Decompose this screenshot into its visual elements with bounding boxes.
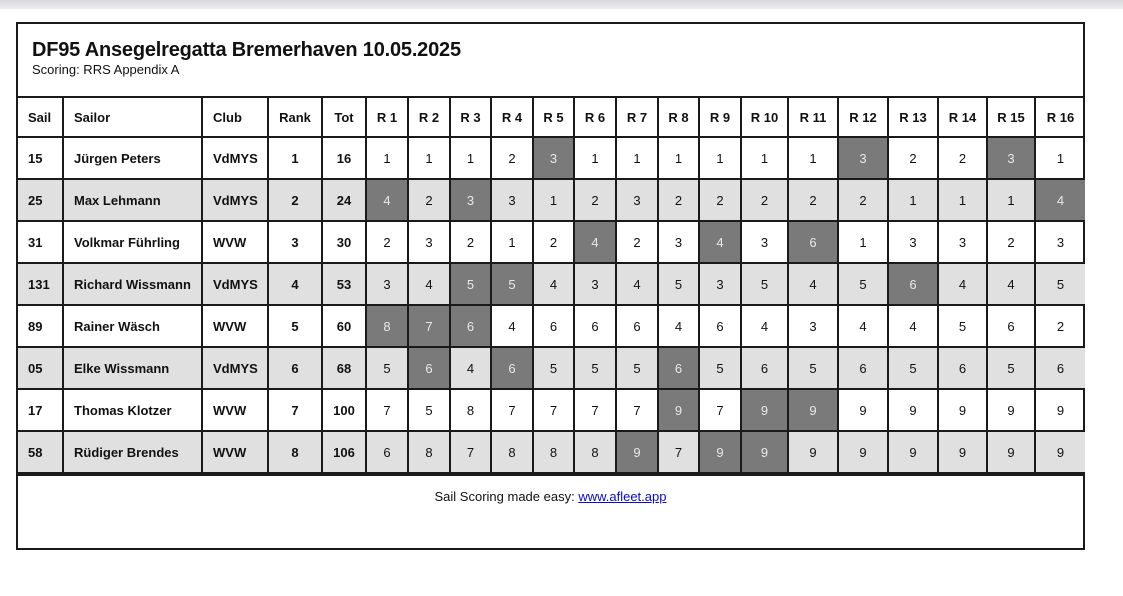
race-score: 3 — [491, 179, 533, 221]
race-score: 5 — [888, 347, 938, 389]
race-score: 6 — [1035, 347, 1085, 389]
race-score: 9 — [1035, 389, 1085, 431]
sail-cell: 17 — [18, 389, 63, 431]
race-score-discarded: 3 — [533, 137, 574, 179]
sail-cell: 15 — [18, 137, 63, 179]
race-score: 1 — [574, 137, 616, 179]
race-score: 1 — [741, 137, 788, 179]
table-row — [18, 305, 1085, 347]
table-row — [18, 221, 1085, 263]
footer-text: Sail Scoring made easy: — [434, 489, 579, 504]
column-header-race: R 3 — [450, 97, 491, 137]
race-score: 1 — [491, 221, 533, 263]
race-score-discarded: 5 — [491, 263, 533, 305]
column-header-race: R 9 — [699, 97, 741, 137]
race-score: 9 — [838, 431, 888, 473]
race-score: 2 — [741, 179, 788, 221]
table-row — [18, 179, 1085, 221]
race-score: 1 — [987, 179, 1035, 221]
column-header-race: R 1 — [366, 97, 408, 137]
race-score: 4 — [533, 263, 574, 305]
race-score-discarded: 9 — [741, 389, 788, 431]
race-score: 1 — [616, 137, 658, 179]
race-score: 9 — [838, 389, 888, 431]
column-header-race: R 14 — [938, 97, 987, 137]
race-score: 7 — [366, 389, 408, 431]
results-table-body — [18, 137, 1085, 473]
club-cell: WVW — [202, 431, 268, 473]
rank-cell: 7 — [268, 389, 322, 431]
column-header-race: R 13 — [888, 97, 938, 137]
sail-cell: 131 — [18, 263, 63, 305]
race-score: 5 — [1035, 263, 1085, 305]
race-score: 6 — [838, 347, 888, 389]
race-score: 3 — [408, 221, 450, 263]
club-cell: VdMYS — [202, 137, 268, 179]
race-score: 7 — [450, 431, 491, 473]
table-row — [18, 389, 1085, 431]
results-header — [18, 24, 1083, 96]
race-score: 2 — [938, 137, 987, 179]
race-score: 2 — [366, 221, 408, 263]
scoring-system: Scoring: RRS Appendix A — [32, 62, 180, 77]
race-score: 2 — [838, 179, 888, 221]
race-score: 7 — [491, 389, 533, 431]
race-score: 7 — [574, 389, 616, 431]
race-score: 5 — [574, 347, 616, 389]
total-cell: 100 — [322, 389, 366, 431]
race-score: 3 — [741, 221, 788, 263]
race-score: 1 — [366, 137, 408, 179]
race-score: 6 — [616, 305, 658, 347]
column-header-sail: Sail — [18, 97, 63, 137]
total-cell: 30 — [322, 221, 366, 263]
race-score-discarded: 3 — [838, 137, 888, 179]
race-score: 2 — [888, 137, 938, 179]
race-score: 3 — [366, 263, 408, 305]
race-score: 2 — [1035, 305, 1085, 347]
race-score: 9 — [938, 431, 987, 473]
results-table — [18, 96, 1085, 474]
column-header-sailor: Sailor — [63, 97, 202, 137]
race-score: 9 — [1035, 431, 1085, 473]
race-score: 7 — [699, 389, 741, 431]
race-score: 2 — [788, 179, 838, 221]
column-header-race: R 7 — [616, 97, 658, 137]
race-score-discarded: 3 — [987, 137, 1035, 179]
race-score-discarded: 5 — [450, 263, 491, 305]
column-header-total: Tot — [322, 97, 366, 137]
race-score: 5 — [658, 263, 699, 305]
rank-cell: 5 — [268, 305, 322, 347]
race-score: 3 — [658, 221, 699, 263]
club-cell: WVW — [202, 221, 268, 263]
race-score: 1 — [658, 137, 699, 179]
race-score: 5 — [408, 389, 450, 431]
race-score: 4 — [987, 263, 1035, 305]
race-score-discarded: 9 — [741, 431, 788, 473]
sailor-cell: Jürgen Peters — [63, 137, 202, 179]
race-score: 1 — [888, 179, 938, 221]
sail-cell: 25 — [18, 179, 63, 221]
race-score: 9 — [987, 389, 1035, 431]
race-score-discarded: 9 — [658, 389, 699, 431]
race-score: 4 — [491, 305, 533, 347]
race-score: 6 — [699, 305, 741, 347]
column-header-club: Club — [202, 97, 268, 137]
race-score: 9 — [987, 431, 1035, 473]
race-score: 3 — [788, 305, 838, 347]
race-score: 5 — [533, 347, 574, 389]
race-score-discarded: 4 — [574, 221, 616, 263]
race-score: 9 — [938, 389, 987, 431]
race-score: 3 — [699, 263, 741, 305]
sail-cell: 58 — [18, 431, 63, 473]
column-header-race: R 5 — [533, 97, 574, 137]
race-score: 2 — [987, 221, 1035, 263]
column-header-rank: Rank — [268, 97, 322, 137]
browser-top-bar — [0, 0, 1123, 9]
race-score: 4 — [838, 305, 888, 347]
sail-cell: 31 — [18, 221, 63, 263]
race-score: 2 — [658, 179, 699, 221]
results-sheet — [16, 22, 1085, 550]
race-score: 4 — [616, 263, 658, 305]
club-cell: WVW — [202, 389, 268, 431]
rank-cell: 1 — [268, 137, 322, 179]
footer-link[interactable]: www.afleet.app — [578, 489, 667, 504]
column-header-race: R 12 — [838, 97, 888, 137]
race-score: 3 — [938, 221, 987, 263]
race-score-discarded: 6 — [491, 347, 533, 389]
race-score: 4 — [658, 305, 699, 347]
column-header-race: R 4 — [491, 97, 533, 137]
race-score-discarded: 4 — [699, 221, 741, 263]
sail-cell: 05 — [18, 347, 63, 389]
race-score: 6 — [366, 431, 408, 473]
club-cell: VdMYS — [202, 347, 268, 389]
race-score: 2 — [408, 179, 450, 221]
race-score: 2 — [574, 179, 616, 221]
race-score: 6 — [533, 305, 574, 347]
race-score: 4 — [408, 263, 450, 305]
race-score: 8 — [533, 431, 574, 473]
column-header-race: R 11 — [788, 97, 838, 137]
race-score: 6 — [987, 305, 1035, 347]
race-score: 9 — [788, 431, 838, 473]
sailor-cell: Thomas Klotzer — [63, 389, 202, 431]
column-header-race: R 10 — [741, 97, 788, 137]
race-score: 7 — [616, 389, 658, 431]
club-cell: WVW — [202, 305, 268, 347]
sailor-cell: Rüdiger Brendes — [63, 431, 202, 473]
race-score: 7 — [533, 389, 574, 431]
race-score-discarded: 7 — [408, 305, 450, 347]
total-cell: 106 — [322, 431, 366, 473]
rank-cell: 3 — [268, 221, 322, 263]
race-score-discarded: 6 — [788, 221, 838, 263]
club-cell: VdMYS — [202, 179, 268, 221]
table-row — [18, 347, 1085, 389]
rank-cell: 8 — [268, 431, 322, 473]
race-score: 2 — [699, 179, 741, 221]
race-score: 2 — [491, 137, 533, 179]
footer — [18, 474, 1083, 518]
race-score: 5 — [838, 263, 888, 305]
race-score: 8 — [408, 431, 450, 473]
sailor-cell: Volkmar Führling — [63, 221, 202, 263]
race-score-discarded: 6 — [408, 347, 450, 389]
race-score: 5 — [788, 347, 838, 389]
race-score-discarded: 4 — [1035, 179, 1085, 221]
race-score: 1 — [838, 221, 888, 263]
race-score: 4 — [938, 263, 987, 305]
total-cell: 60 — [322, 305, 366, 347]
race-score: 1 — [408, 137, 450, 179]
page-title: DF95 Ansegelregatta Bremerhaven 10.05.2025 — [32, 39, 461, 61]
race-score: 2 — [616, 221, 658, 263]
sailor-cell: Richard Wissmann — [63, 263, 202, 305]
column-header-race: R 15 — [987, 97, 1035, 137]
table-row — [18, 431, 1085, 473]
table-row — [18, 263, 1085, 305]
total-cell: 24 — [322, 179, 366, 221]
table-row — [18, 137, 1085, 179]
race-score: 1 — [1035, 137, 1085, 179]
race-score: 1 — [788, 137, 838, 179]
race-score: 6 — [574, 305, 616, 347]
race-score: 5 — [938, 305, 987, 347]
race-score: 2 — [533, 221, 574, 263]
race-score: 5 — [366, 347, 408, 389]
race-score: 1 — [699, 137, 741, 179]
race-score: 7 — [658, 431, 699, 473]
race-score: 8 — [574, 431, 616, 473]
rank-cell: 6 — [268, 347, 322, 389]
race-score: 3 — [574, 263, 616, 305]
total-cell: 16 — [322, 137, 366, 179]
club-cell: VdMYS — [202, 263, 268, 305]
column-header-race: R 8 — [658, 97, 699, 137]
rank-cell: 2 — [268, 179, 322, 221]
race-score: 1 — [450, 137, 491, 179]
race-score: 5 — [699, 347, 741, 389]
total-cell: 68 — [322, 347, 366, 389]
race-score-discarded: 8 — [366, 305, 408, 347]
race-score: 8 — [491, 431, 533, 473]
race-score: 6 — [938, 347, 987, 389]
race-score-discarded: 6 — [450, 305, 491, 347]
race-score: 4 — [450, 347, 491, 389]
race-score-discarded: 3 — [450, 179, 491, 221]
column-header-race: R 6 — [574, 97, 616, 137]
column-header-race: R 16 — [1035, 97, 1085, 137]
race-score: 3 — [616, 179, 658, 221]
race-score: 3 — [1035, 221, 1085, 263]
sailor-cell: Rainer Wäsch — [63, 305, 202, 347]
sailor-cell: Max Lehmann — [63, 179, 202, 221]
race-score: 3 — [888, 221, 938, 263]
race-score: 8 — [450, 389, 491, 431]
race-score-discarded: 6 — [658, 347, 699, 389]
race-score: 5 — [741, 263, 788, 305]
race-score: 5 — [616, 347, 658, 389]
race-score: 1 — [533, 179, 574, 221]
race-score: 4 — [888, 305, 938, 347]
race-score: 9 — [888, 431, 938, 473]
table-header-row — [18, 97, 1085, 137]
race-score-discarded: 6 — [888, 263, 938, 305]
race-score: 4 — [788, 263, 838, 305]
race-score-discarded: 4 — [366, 179, 408, 221]
race-score: 4 — [741, 305, 788, 347]
sail-cell: 89 — [18, 305, 63, 347]
total-cell: 53 — [322, 263, 366, 305]
rank-cell: 4 — [268, 263, 322, 305]
race-score: 1 — [938, 179, 987, 221]
race-score-discarded: 9 — [788, 389, 838, 431]
race-score: 9 — [888, 389, 938, 431]
race-score-discarded: 9 — [616, 431, 658, 473]
column-header-race: R 2 — [408, 97, 450, 137]
race-score-discarded: 9 — [699, 431, 741, 473]
race-score: 5 — [987, 347, 1035, 389]
race-score: 2 — [450, 221, 491, 263]
sailor-cell: Elke Wissmann — [63, 347, 202, 389]
race-score: 6 — [741, 347, 788, 389]
